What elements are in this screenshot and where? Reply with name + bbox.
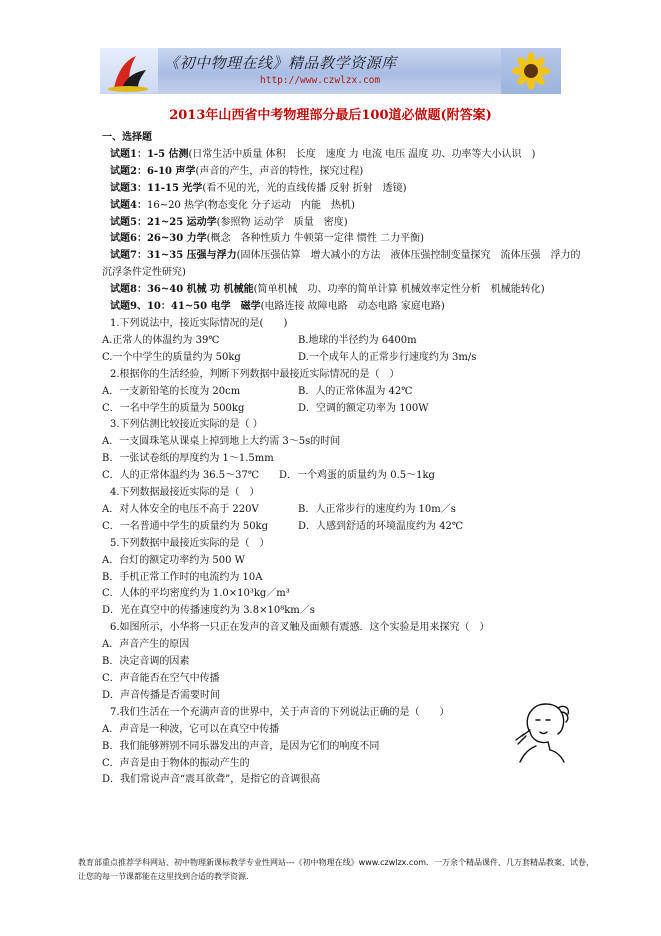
question-stem: 3.下列估测比较接近实际的是（ ） <box>110 419 263 431</box>
option-d: D.一个成年人的正常步行速度约为 3m/s <box>298 351 477 363</box>
option-d: D．空调的额定功率为 100W <box>298 402 429 414</box>
option-c: C．一名普通中学生的质量约为 50kg <box>102 520 269 532</box>
option-c: C．人体的平均密度约为 1.0×10³kg／m³ <box>102 588 290 600</box>
banner-title: 《初中物理在线》精品教学资源库 <box>164 54 397 72</box>
girl-tuning-fork-illustration-icon <box>512 700 574 764</box>
option-a: A.正常人的体温约为 39℃ <box>102 334 220 346</box>
page-footer: 教育部重点推荐学科网站、初中物理新课标教学专业性网站---《初中物理在线》www.czwlzx.com．一万余个精品课件、几万套精品教案、试卷，让您的每一节课都能在这里找到合适的教学资源． <box>78 858 595 881</box>
option-row <box>102 519 582 536</box>
option-c: C．一名中学生的质量为 500kg <box>102 402 245 414</box>
banner-url[interactable]: http://www.czwlzx.com <box>260 75 381 86</box>
option-a: A．台灯的额定功率约为 500 W <box>102 554 245 566</box>
option-b: B．我们能够辨别不同乐器发出的声音，是因为它们的响度不同 <box>102 740 380 752</box>
option-b: B．人的正常体温为 42℃ <box>298 385 413 397</box>
question-stem: 4.下列数据最接近实际的是（ ） <box>110 487 260 499</box>
option-c-d: C．人的正常体温约为 36.5～37℃ D．一个鸡蛋的质量约为 0.5～1kg <box>102 470 435 482</box>
document-body <box>102 130 582 789</box>
topic-line: 试题2：6-10 声学(声音的产生，声音的特性，探究过程) <box>110 165 364 177</box>
option-b: B．手机正常工作时的电流约为 10A <box>102 571 263 583</box>
option-row <box>102 333 582 350</box>
question-stem: 7.我们生活在一个充满声音的世界中，关于声音的下列说法正确的是（ ） <box>110 706 450 718</box>
topic-line: 试题6：26~30 力学(概念 各种性质力 牛顿第一定律 惯性 二力平衡) <box>110 233 424 245</box>
option-d: D．光在真空中的传播速度约为 3.8×10⁸km／s <box>102 605 315 617</box>
option-d: D．我们常说声音“震耳欲聋”，是指它的音调很高 <box>102 774 321 786</box>
topic-line: 试题5：21~25 运动学(参照物 运动学 质量 密度) <box>110 216 348 228</box>
sunflower-icon <box>501 48 561 94</box>
site-logo-icon <box>100 48 158 94</box>
topic-line: 试题4：16~20 热学(物态变化 分子运动 内能 热机) <box>110 199 355 211</box>
topic-line: 试题9、10：41~50 电学 磁学(电路连接 故障电路 动态电路 家庭电路) <box>110 301 445 313</box>
option-a: A．对人体安全的电压不高于 220V <box>102 503 259 515</box>
option-b: B．一张试卷纸的厚度约为 1～1.5mm <box>102 453 274 465</box>
topic-line: 试题7：31~35 压强与浮力(固体压强估算 增大减小的方法 液体压强控制变量探究 流体压强 浮力的沉浮条件定性研究) <box>102 250 581 279</box>
header-banner <box>100 48 561 94</box>
option-c: C．声音能否在空气中传播 <box>102 673 220 684</box>
option-row <box>102 502 582 519</box>
option-row <box>102 401 582 418</box>
option-b: B.地球的半径约为 6400m <box>298 334 417 346</box>
option-c: C.一个中学生的质量约为 50kg <box>102 351 241 363</box>
option-row <box>102 384 582 401</box>
question-stem: 1.下列说法中，接近实际情况的是( ) <box>110 317 288 329</box>
option-a: A．一支新铅笔的长度为 20cm <box>102 385 241 397</box>
option-d: D．人感到舒适的环境温度约为 42℃ <box>298 520 464 532</box>
option-a: A．声音是一种波，它可以在真空中传播 <box>102 723 280 735</box>
topic-line: 试题1：1-5 估测(日常生活中质量 体积 长度 速度 力 电流 电压 温度 功、功率等大小认识 ) <box>110 148 536 160</box>
option-row <box>102 350 582 367</box>
option-b: B．人正常步行的速度约为 10m／s <box>298 503 456 515</box>
option-a: A．一支圆珠笔从课桌上掉到地上大约需 3～5s的时间 <box>102 436 341 448</box>
question-stem: 2.根据你的生活经验，判断下列数据中最接近实际情况的是（ ） <box>110 368 400 380</box>
section-heading: 一、选择题 <box>102 132 152 143</box>
document-title: 2013年山西省中考物理部分最后100道必做题(附答案) <box>169 108 492 123</box>
option-a: A．声音产生的原因 <box>102 639 190 651</box>
option-b: B．决定音调的因素 <box>102 656 190 668</box>
question-stem: 5.下列数据中最接近实际的是（ ） <box>110 537 270 549</box>
topic-line: 试题3：11-15 光学(看不见的光，光的直线传播 反射 折射 透镜) <box>110 182 407 194</box>
option-d: D．声音传播是否需要时间 <box>102 689 221 701</box>
question-stem: 6.如图所示，小华将一只正在发声的音叉触及面颊有震感．这个实验是用来探究（ ） <box>110 622 490 634</box>
option-c: C．声音是由于物体的振动产生的 <box>102 757 250 769</box>
topic-line: 试题8：36~40 机械 功 机械能(简单机械 功、功率的简单计算 机械效率定性分析 机械能转化) <box>110 284 545 296</box>
